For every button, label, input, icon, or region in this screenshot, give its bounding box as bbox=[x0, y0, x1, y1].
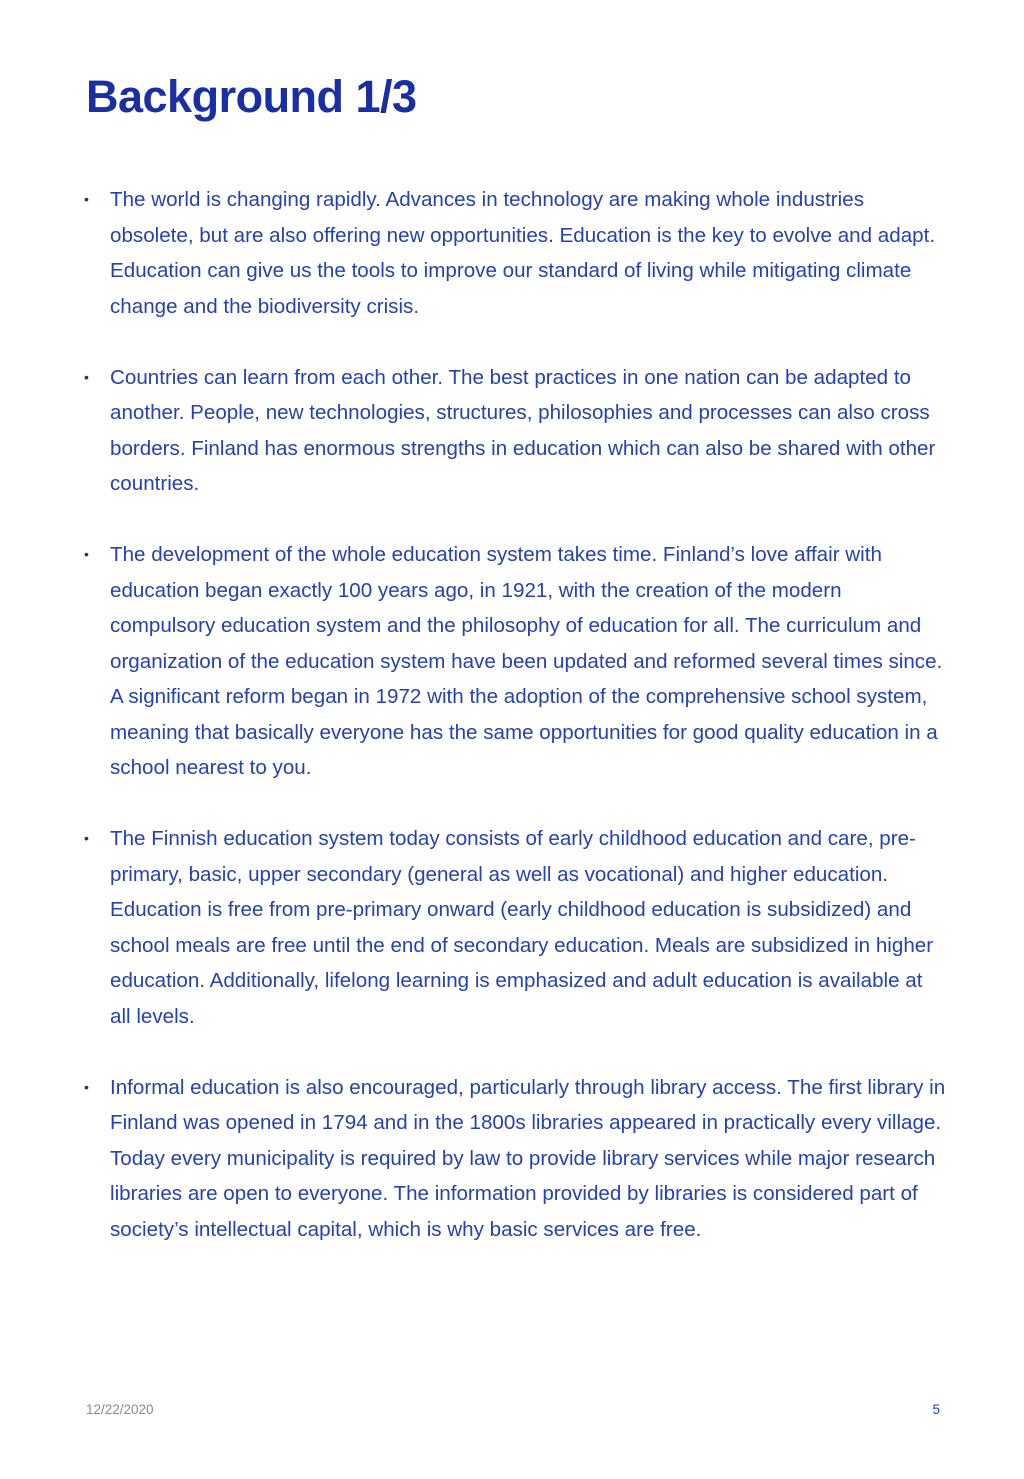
bullet-icon: • bbox=[84, 830, 89, 846]
page-number: 5 bbox=[932, 1402, 940, 1417]
list-item bbox=[84, 182, 948, 324]
bullet-text: The world is changing rapidly. Advances in technology are making whole industries obsolete, but are also offering new opportunities. Education is the key to evolve and adapt. Education can give us the tools to improve our standard of living while mitigating climate change and the biodiversity crisis. bbox=[110, 188, 936, 318]
bullet-icon: • bbox=[84, 191, 89, 207]
bullet-text: Informal education is also encouraged, particularly through library access. The first library in Finland was opened in 1794 and in the 1800s libraries appeared in practically every village. Today every municipality is required by law to provide library services while major research libraries are open to everyone. The information provided by libraries is considered part of society’s intellectual capital, which is why basic services are free. bbox=[110, 1075, 946, 1241]
list-item bbox=[84, 821, 948, 1034]
page-title: Background 1/3 bbox=[86, 71, 417, 122]
bullet-icon: • bbox=[84, 1078, 89, 1095]
bullet-icon: • bbox=[84, 546, 89, 562]
bullet-text: Countries can learn from each other. The best practices in one nation can be adapted to another. People, new technologies, structures, philosophies and processes can also cross borders. Finland has enormous strengths in education which can also be shared with other countries. bbox=[110, 365, 936, 495]
list-item bbox=[84, 537, 948, 786]
list-item bbox=[84, 1070, 948, 1248]
bullet-text: The development of the whole education system takes time. Finland’s love affair with education began exactly 100 years ago, in 1921, with the creation of the modern compulsory education system and the philosophy of education for all. The curriculum and organization of the education system have been updated and reformed several times since. A significant reform began in 1972 with the adoption of the comprehensive school system, meaning that basically everyone has the same opportunities for good quality education in a school nearest to you. bbox=[110, 543, 943, 779]
bullet-list bbox=[84, 182, 948, 1283]
bullet-icon: • bbox=[84, 368, 89, 385]
bullet-text: The Finnish education system today consists of early childhood education and care, pre-primary, basic, upper secondary (general as well as vocational) and higher education. Education is free from pre-primary onward (early childhood education is subsidized) and school meals are free until the end of secondary education. Meals are subsidized in higher education. Additionally, lifelong learning is emphasized and adult education is available at all levels. bbox=[110, 827, 934, 1028]
footer-date: 12/22/2020 bbox=[86, 1402, 154, 1417]
list-item bbox=[84, 360, 948, 502]
